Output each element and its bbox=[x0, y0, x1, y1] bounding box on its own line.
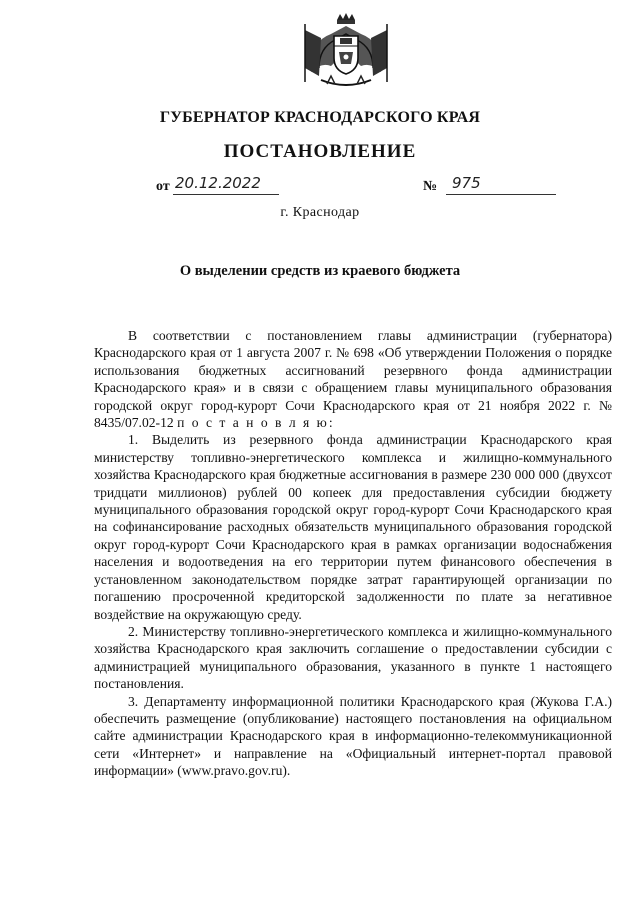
preamble-text: В соответствии с постановлением главы администрации (губернатора) Краснодарского края от 1 августа 2007 г. № 698 «Об утверждении Положения о порядке использования бюджетных ассигнований резервного фонда администрации Краснодарского края» и в связи с обращением главы муниципального образования городской округ город-курорт Сочи Краснодарского края от 21 ноября 2022 г. № 8435/07.02-12 bbox=[94, 328, 612, 431]
document-type-title: ПОСТАНОВЛЕНИЕ bbox=[223, 141, 417, 162]
date-number-row bbox=[156, 176, 556, 198]
preamble-paragraph bbox=[94, 327, 612, 431]
krasnodar-coat-of-arms-icon bbox=[291, 12, 401, 92]
item-1-paragraph: 1. Выделить из резервного фонда администрации Краснодарского края министерству топливно-энергетического комплекса и жилищно-коммунального хозяйства Краснодарского края бюджетные ассигнования в размере 230 000 000 (двухсот тридцати миллионов) рублей 00 копеек для предоставления субсидии бюджету муниципального образования городской округ город-курорт Сочи Краснодарского края на софинансирование расходных обязательств муниципального образования городской округ город-курорт Сочи Краснодарского края в рамках организации водоснабжения населения и водоотведения на его территории путем финансового обеспечения в установленном законодательством порядке затрат гарантирующей организации по погашению просроченной кредиторской задолженности по плате за негативное воздействие на окружающую среду. bbox=[94, 432, 612, 622]
item-3-paragraph: 3. Департаменту информационной политики Краснодарского края (Жукова Г.А.) обеспечить размещение (опубликование) настоящего постановления на официальном сайте администрации Краснодарского края в информационно-телекоммуникационной сети «Интернет» и направление на «Официальный интернет-портал правовой информации» (www.pravo.gov.ru). bbox=[94, 693, 612, 779]
issuer-title: ГУБЕРНАТОР КРАСНОДАРСКОГО КРАЯ bbox=[159, 109, 481, 126]
number-value: 975 bbox=[446, 174, 556, 195]
city-line: г. Краснодар bbox=[280, 205, 360, 220]
date-prefix: от bbox=[156, 179, 170, 194]
number-prefix: № bbox=[423, 179, 438, 194]
document-body bbox=[94, 327, 612, 780]
item-2-paragraph: 2. Министерству топливно-энергетического комплекса и жилищно-коммунального хозяйства Краснодарского края заключить соглашение о предоставлении субсидии с администрацией муниципального образования, указанного в пункте 1 настоящего постановления. bbox=[94, 623, 612, 692]
date-value: 20.12.2022 bbox=[173, 174, 279, 195]
document-subject: О выделении средств из краевого бюджета bbox=[179, 263, 461, 279]
decree-word: п о с т а н о в л я ю: bbox=[177, 415, 335, 431]
